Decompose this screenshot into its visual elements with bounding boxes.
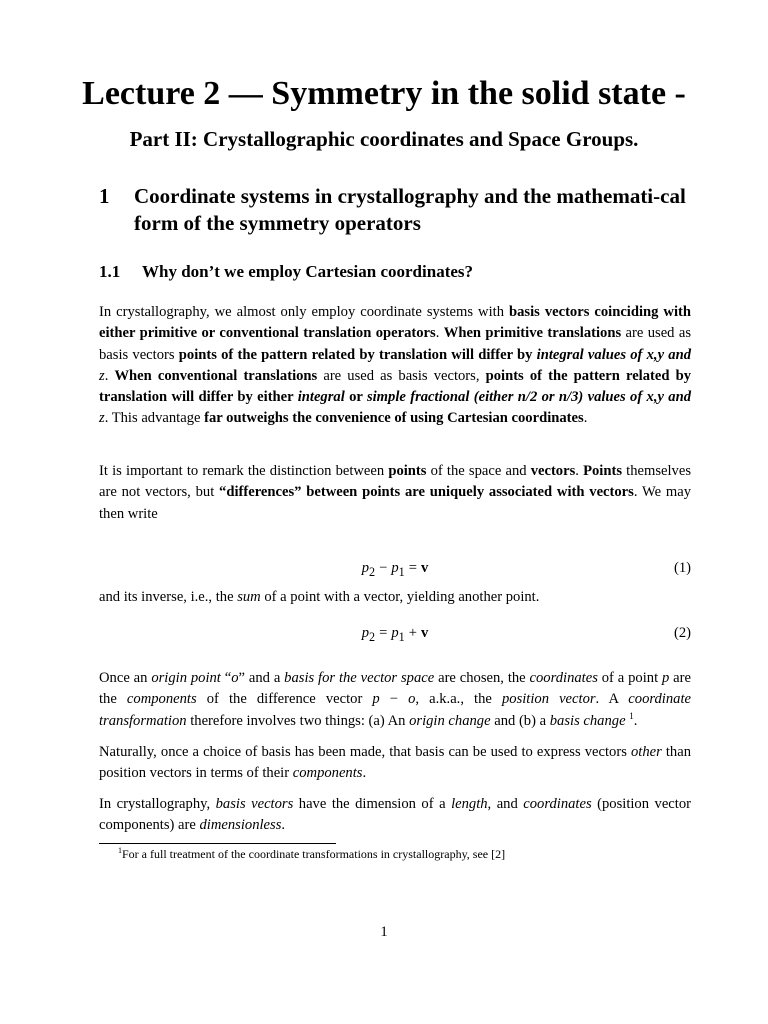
text-run: Points: [583, 463, 622, 479]
text-run: simple fractional (either n/2 or n/3) values of x,y and: [366, 389, 692, 406]
text-run: , a.k.a., the: [415, 691, 502, 708]
text-run: are the: [99, 670, 691, 708]
text-run: “differences” between points are uniquely associated with vectors: [219, 484, 634, 501]
lecture-subtitle: Part II: Crystallographic coordinates and Space Groups.: [129, 127, 639, 151]
text-run: .: [435, 325, 444, 342]
text-run: .: [583, 410, 588, 427]
math-operator: =: [408, 560, 417, 576]
text-run: In crystallography, we almost only employ coordinate systems with: [99, 304, 509, 320]
subsection-number: 1.1: [99, 262, 121, 281]
footnote-mark: 1: [118, 846, 122, 855]
text-run: of a point with a vector, yielding another point.: [260, 589, 540, 605]
text-run: Once an: [99, 670, 152, 686]
text-run: .: [281, 817, 286, 834]
text-run: of the difference vector: [196, 691, 373, 708]
math-symbol: p: [361, 560, 370, 576]
text-run: dimensionless: [199, 817, 282, 834]
text-run: vectors: [530, 463, 576, 479]
text-run: o: [231, 670, 239, 686]
math-vector: v: [420, 560, 429, 576]
text-run: than position vectors in terms of their: [99, 744, 691, 782]
text-run: In crystallography,: [99, 796, 216, 812]
paragraph-coordinates: [99, 668, 691, 732]
text-run: .: [104, 367, 115, 384]
equation-2: [99, 622, 691, 644]
text-run: coordinates: [523, 796, 592, 812]
math-operator: +: [408, 625, 417, 641]
text-run: basis for the vector space: [284, 670, 435, 686]
text-run: and (b) a: [490, 712, 550, 729]
text-run: of the space and: [426, 463, 531, 479]
text-run: “: [220, 670, 232, 686]
text-run: z: [99, 410, 105, 427]
page-number: 1: [380, 924, 388, 940]
text-run: .: [362, 765, 367, 782]
lecture-title: Lecture 2 — Symmetry in the solid state -: [82, 75, 686, 112]
paragraph-points-vectors: [99, 461, 691, 525]
text-run: , and: [487, 796, 524, 812]
math-symbol: p: [391, 625, 399, 641]
math-subscript: 1: [398, 629, 405, 644]
text-run: points: [388, 463, 427, 479]
text-run: origin point: [151, 670, 221, 686]
paragraph-dimensions: [99, 794, 691, 837]
math-subscript: 2: [369, 564, 376, 579]
text-run: components: [292, 765, 363, 782]
text-run: basis vectors: [215, 796, 294, 812]
equation-number: (2): [673, 625, 691, 641]
text-run: integral values of x,y and: [536, 346, 691, 363]
text-run: other: [630, 744, 662, 760]
text-run: Naturally, once a choice of basis has been made, that basis can be used to express vectors: [99, 744, 631, 760]
math-operator: −: [379, 560, 388, 576]
text-run: are used as basis vectors: [99, 325, 691, 363]
math-subscript: 2: [369, 629, 376, 644]
text-run: .: [575, 463, 584, 479]
text-run: of a point: [597, 670, 663, 686]
equation-number: (1): [673, 560, 691, 576]
text-run: . A: [595, 691, 629, 708]
text-run: coordinate transformation: [99, 691, 691, 729]
equation-1: [99, 557, 691, 579]
text-run: are chosen, the: [434, 670, 530, 686]
math-symbol: p: [361, 625, 370, 641]
text-run: When primitive translations: [443, 325, 622, 342]
footnote: [118, 846, 505, 862]
text-run: It is important to remark the distinction between: [99, 463, 389, 479]
text-run: length: [451, 796, 488, 812]
text-run: integral: [297, 389, 345, 406]
text-run: position vector: [501, 691, 596, 708]
subsection-title: Why don’t we employ Cartesian coordinates?: [142, 262, 474, 281]
footnote-rule: [99, 843, 336, 844]
text-run: points of the pattern related by translation will differ by either: [99, 367, 692, 406]
footnote-text: For a full treatment of the coordinate transformations in crystallography, see [2]: [122, 847, 506, 861]
text-run: points of the pattern related by translation will differ by: [178, 346, 537, 363]
text-run: 1: [629, 710, 634, 721]
text-run: −: [379, 691, 409, 708]
equation-expression: [99, 622, 691, 648]
text-run: ” and a: [238, 670, 285, 686]
math-symbol: p: [391, 560, 399, 576]
section-number: 1: [99, 184, 110, 208]
paragraph-inverse: [99, 587, 691, 608]
text-run: p: [662, 670, 670, 686]
text-run: (position vector components) are: [99, 796, 691, 834]
text-run: or: [344, 389, 367, 406]
section-title: Coordinate systems in crystallography and the mathemati-cal form of the symmetry operators: [134, 184, 686, 235]
paragraph-basis-vectors: [99, 302, 691, 430]
text-run: coordinates: [529, 670, 598, 686]
math-operator: =: [379, 625, 388, 641]
text-run: themselves are not vectors, but: [99, 463, 691, 501]
text-run: components: [126, 691, 197, 708]
text-run: have the dimension of a: [293, 796, 452, 812]
text-run: . We may then write: [99, 484, 692, 522]
text-run: therefore involves two things: (a) An: [186, 712, 410, 729]
text-run: basis change: [549, 712, 626, 729]
text-run: are used as basis vectors,: [317, 367, 486, 384]
paragraph-components: [99, 742, 691, 785]
text-run: and its inverse, i.e., the: [99, 589, 238, 605]
text-run: .: [633, 712, 638, 729]
text-run: p: [372, 691, 380, 708]
math-subscript: 1: [398, 564, 405, 579]
text-run: origin change: [409, 712, 491, 729]
text-run: far outweighs the convenience of using Cartesian coordinates: [204, 410, 584, 427]
text-run: . This advantage: [104, 410, 205, 427]
text-run: basis vectors coinciding with either primitive or conventional translation operators: [99, 304, 692, 342]
text-run: When conventional translations: [114, 367, 318, 384]
text-run: o: [408, 691, 416, 708]
text-run: z: [99, 367, 105, 384]
math-vector: v: [420, 625, 429, 641]
equation-expression: [99, 557, 691, 583]
text-run: sum: [237, 589, 261, 605]
